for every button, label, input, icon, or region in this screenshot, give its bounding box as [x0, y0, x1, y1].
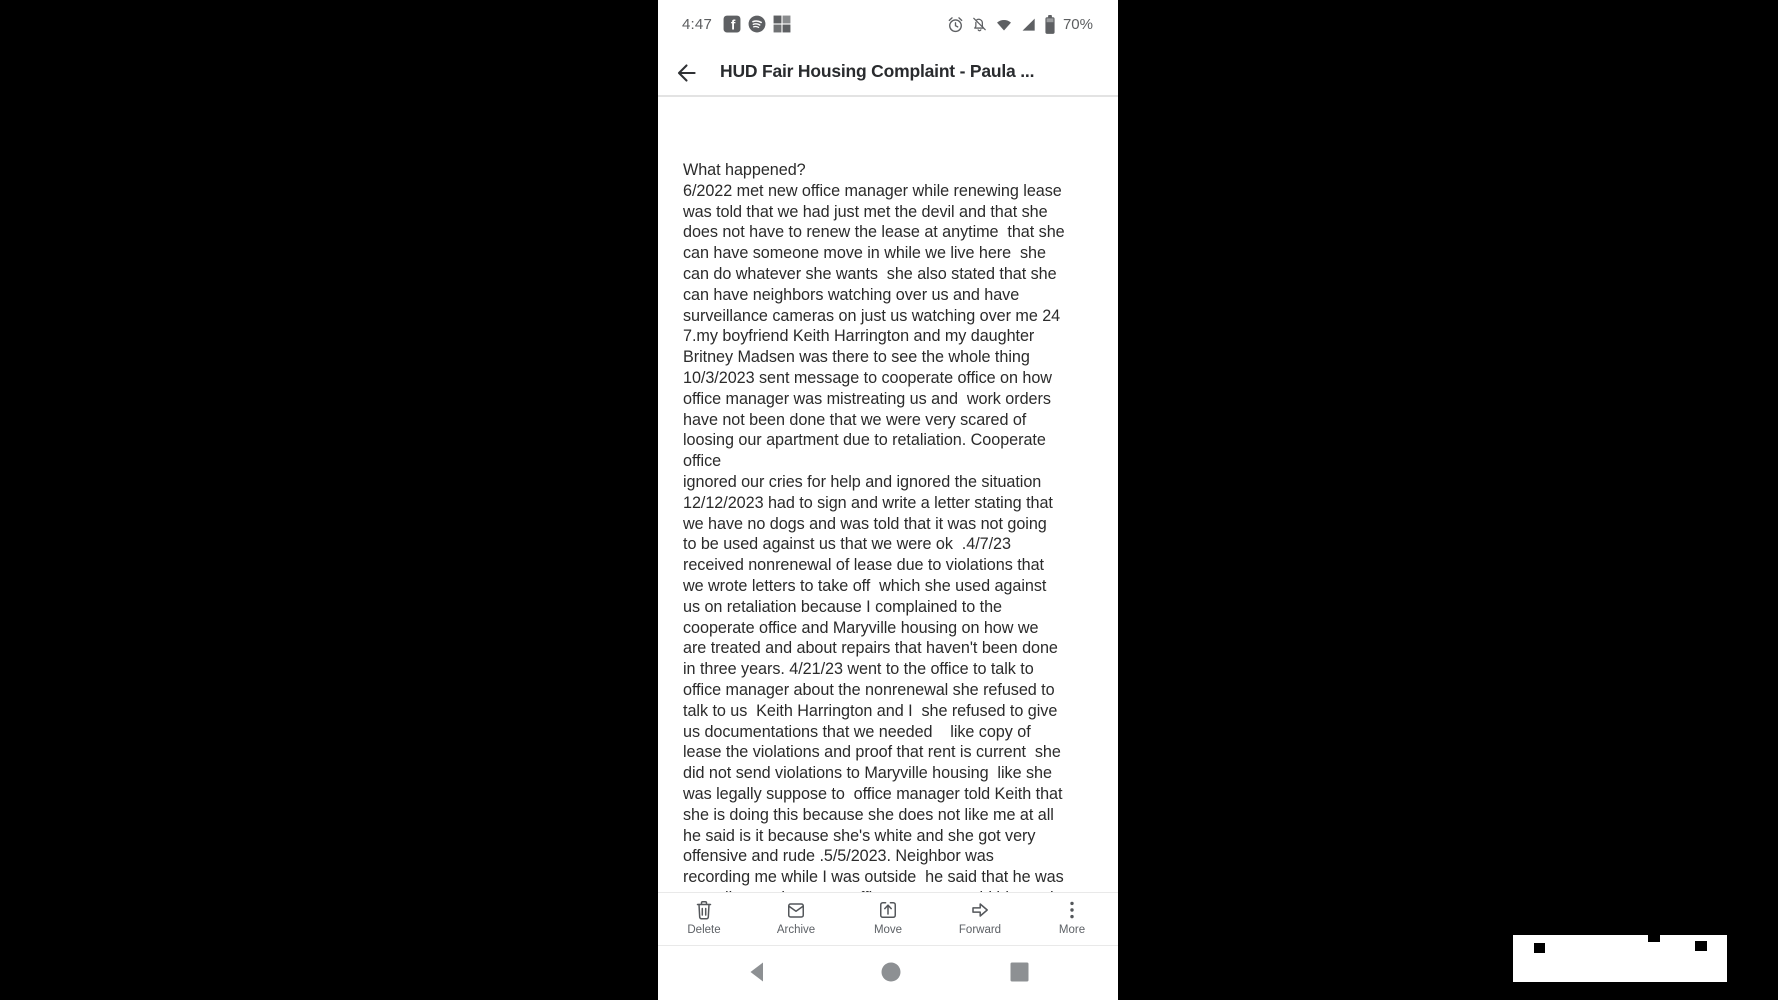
delete-button[interactable] [658, 893, 750, 945]
nav-home-icon[interactable] [880, 960, 902, 984]
email-body-line: recording me while I was outside he said that he was [683, 868, 1064, 887]
email-body-line: was legally suppose to office manager told Keith that [683, 784, 1063, 803]
cellular-signal-icon [1019, 15, 1038, 34]
facebook-icon [723, 15, 741, 33]
archive-button[interactable] [750, 893, 842, 945]
email-body-line: office [683, 452, 722, 471]
email-body-line: office manager was mistreating us and work orders [683, 389, 1051, 408]
email-body-line: can have someone move in while we live here she [683, 244, 1046, 263]
phone-screen [658, 0, 1118, 1000]
cover-mark [1695, 941, 1707, 951]
alarm-icon [946, 15, 965, 34]
archive-label: Archive [776, 924, 816, 936]
email-body-line: What happened? [683, 161, 806, 179]
email-body-line: Britney Madsen was there to see the whole thing [683, 348, 1030, 367]
cover-mark [1648, 935, 1660, 942]
email-body-line: lease the violations and proof that rent is current she [683, 743, 1061, 762]
email-header [658, 48, 1118, 97]
email-body-line: did not send violations to Maryville housing like she [683, 764, 1052, 783]
email-action-toolbar [658, 892, 1118, 945]
nav-back-icon[interactable] [748, 960, 765, 984]
email-body-line: cooperate office and Maryville housing on how we [683, 618, 1039, 637]
email-body-line: are treated and about repairs that haven't been done [683, 639, 1058, 658]
archive-box-icon [784, 898, 808, 922]
email-body-line: in three years. 4/21/23 went to the office to talk to [683, 660, 1034, 679]
email-body-line: have not been done that we were very scared of [683, 410, 1027, 429]
battery-percent: 70% [1062, 15, 1093, 33]
email-body-line: does not have to renew the lease at anytime that she [683, 223, 1065, 242]
email-body-line: can have neighbors watching over us and have [683, 285, 1020, 304]
notifications-off-icon [970, 15, 989, 34]
email-subject-title: HUD Fair Housing Complaint - Paula ... [720, 61, 1035, 81]
email-body-line: was told that we had just met the devil and that she [683, 202, 1048, 221]
email-body-line: loosing our apartment due to retaliation. Cooperate [683, 431, 1046, 450]
cover-mark [1534, 943, 1545, 953]
forward-button[interactable] [934, 893, 1026, 945]
spotify-icon [748, 15, 766, 33]
email-body-line: 10/3/2023 sent message to cooperate office on how [683, 368, 1052, 387]
email-body-line: us on retaliation because I complained to the [683, 597, 1003, 616]
email-body-line: we wrote letters to take off which she used against [683, 576, 1047, 595]
move-label: Move [873, 924, 903, 936]
email-body-line: 7.my boyfriend Keith Harrington and my daughter [683, 327, 1035, 346]
move-to-folder-icon [876, 898, 900, 922]
wifi-icon [994, 15, 1014, 34]
email-body-line: us documentations that we needed like copy of [683, 722, 1031, 741]
more-vertical-dots-icon [1060, 898, 1084, 922]
status-bar [658, 0, 1118, 48]
gallery-icon [773, 15, 791, 33]
email-body-line: we have no dogs and was told that it was not going [683, 514, 1047, 533]
cover-box [1513, 935, 1727, 982]
battery-icon [1043, 14, 1057, 35]
more-button[interactable] [1026, 893, 1118, 945]
nav-recents-icon[interactable] [1009, 960, 1030, 984]
email-body-line: can do whatever she wants she also stated that she [683, 264, 1057, 283]
svg-text:f: f [730, 17, 736, 33]
forward-arrow-icon [968, 898, 992, 922]
clock-time: 4:47 [682, 15, 712, 33]
email-body-line: surveillance cameras on just us watching over me 24 [683, 306, 1061, 325]
email-body-line: offensive and rude .5/5/2023. Neighbor was [683, 847, 994, 866]
email-body-line: talk to us Keith Harrington and I she refused to give [683, 701, 1058, 720]
email-body-line: office manager about the nonrenewal she refused to [683, 680, 1055, 699]
status-bar-left [682, 15, 791, 33]
status-bar-right [946, 14, 1093, 35]
delete-label: Delete [687, 924, 721, 936]
trash-icon [692, 898, 716, 922]
email-body-line: ignored our cries for help and ignored the situation [683, 472, 1042, 491]
email-body-line: 6/2022 met new office manager while renewing lease [683, 181, 1062, 200]
more-label: More [1058, 924, 1086, 936]
android-nav-bar [658, 945, 1118, 1000]
email-body-line: received nonrenewal of lease due to violations that [683, 556, 1045, 575]
email-body-line: he said is it because she's white and she got very [683, 826, 1036, 845]
move-button[interactable] [842, 893, 934, 945]
back-button[interactable] [672, 59, 702, 87]
email-body-line: she is doing this because she does not like me at all [683, 805, 1054, 824]
email-body-line: to be used against us that we were ok .4/7/23 [683, 535, 1011, 554]
forward-label: Forward [958, 924, 1002, 936]
email-body-line: 12/12/2023 had to sign and write a letter stating that [683, 493, 1053, 512]
email-body [683, 160, 1108, 892]
